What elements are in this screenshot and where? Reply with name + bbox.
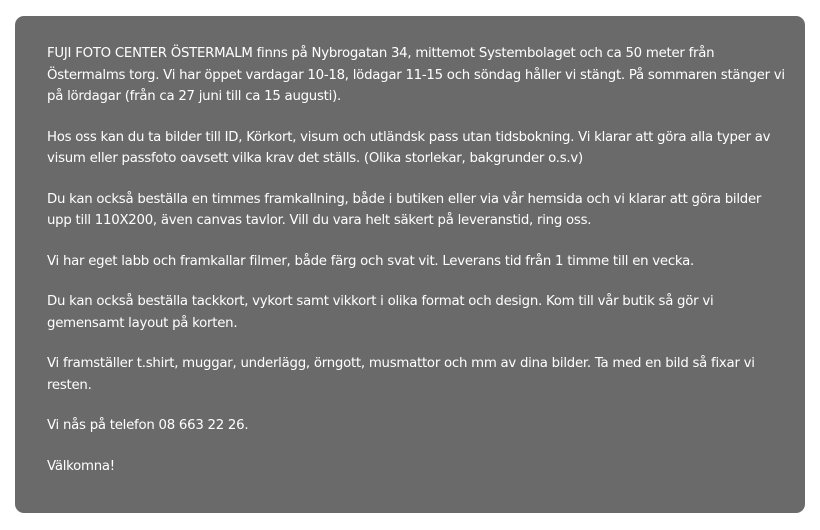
info-paragraph-location-hours: FUJI FOTO CENTER ÖSTERMALM finns på Nybrogatan 34, mittemot Systembolaget och ca 50 meter från Östermalms torg. Vi har öppet vardagar 10-18, lödagar 11-15 och söndag håller vi stängt. På sommaren stänger vi på lördagar (från ca 27 juni till ca 15 augusti).: [47, 46, 785, 104]
info-paragraph-cards: Du kan också beställa tackkort, vykort samt vikkort i olika format och design. Kom till vår butik så gör vi gemensamt layout på korten.: [47, 294, 714, 331]
info-paragraph-developing: Du kan också beställa en timmes framkallning, både i butiken eller via vår hemsida och vi klarar att göra bilder upp till 110X200, även canvas tavlor. Vill du vara helt säkert på leveranstid, ring oss.: [47, 191, 762, 228]
info-paragraph-passport-photos: Hos oss kan du ta bilder till ID, Körkort, visum och utländsk pass utan tidsbokning. Vi klarar att göra alla typer av visum eller passfoto oavsett vilka krav det ställs. (Olika storlekar, bakgrunder o.s.v): [47, 129, 771, 166]
store-info-panel: [15, 16, 805, 513]
info-paragraph-merchandise: Vi framställer t.shirt, muggar, underlägg, örngott, musmattor och mm av dina bilder. Ta med en bild så fixar vi resten.: [47, 356, 755, 393]
info-paragraph-phone: Vi nås på telefon 08 663 22 26.: [47, 418, 249, 433]
info-paragraph-lab: Vi har eget labb och framkallar filmer, både färg och svat vit. Leverans tid från 1 timme till en vecka.: [47, 253, 694, 269]
info-paragraph-welcome: Välkomna!: [47, 458, 115, 474]
